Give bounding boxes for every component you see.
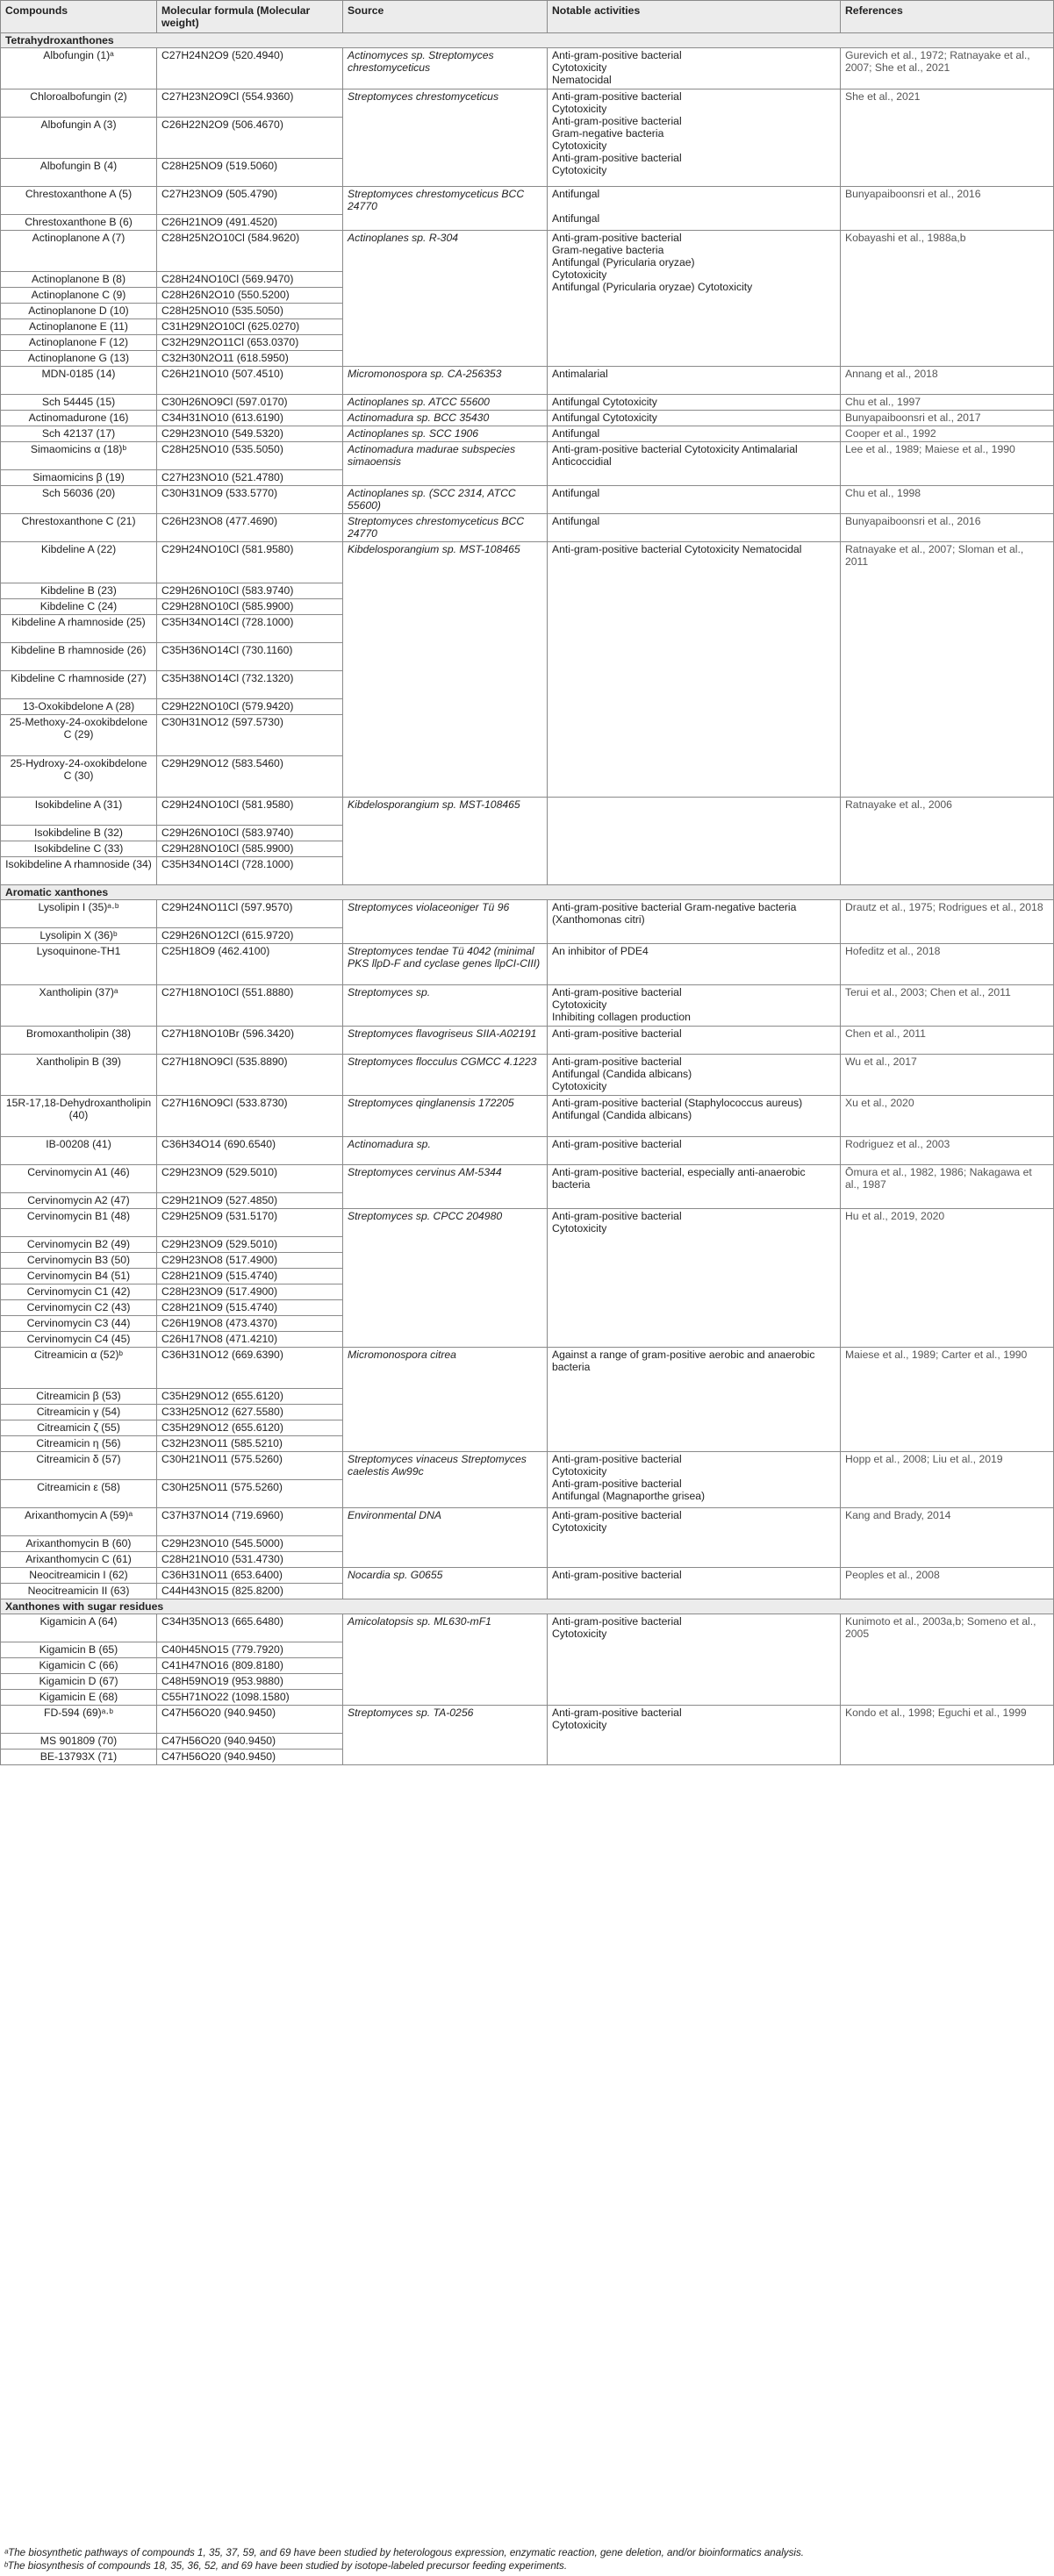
source-cell: Kibdelosporangium sp. MST-108465	[343, 798, 548, 885]
activity-cell: Antifungal	[548, 426, 841, 442]
section-row	[1, 1599, 1054, 1614]
source-cell: Actinomadura madurae subspecies simaoensis	[343, 442, 548, 486]
compound-cell: Actinoplanone D (10)	[1, 304, 157, 319]
formula-cell: C28H26N2O10 (550.5200)	[157, 288, 343, 304]
source-cell: Streptomyces sp. TA-0256	[343, 1706, 548, 1765]
compound-cell: 25-Methoxy-24-oxokibdelone C (29)	[1, 715, 157, 756]
table-row	[1, 1706, 1054, 1734]
compound-cell: Lysoquinone-TH1	[1, 944, 157, 985]
formula-cell: C30H31NO12 (597.5730)	[157, 715, 343, 756]
table-row	[1, 231, 1054, 272]
activity-cell: Anti-gram-positive bacterial Gram-negative bacteria (Xanthomonas citri)	[548, 900, 841, 944]
source-cell: Actinoplanes sp. SCC 1906	[343, 426, 548, 442]
footnotes	[0, 2547, 1053, 2573]
compound-cell: Chrestoxanthone A (5)	[1, 187, 157, 215]
formula-cell: C28H25NO9 (519.5060)	[157, 159, 343, 187]
compound-cell: Cervinomycin B2 (49)	[1, 1237, 157, 1253]
formula-cell: C26H21NO9 (491.4520)	[157, 215, 343, 231]
formula-cell: C35H34NO14Cl (728.1000)	[157, 615, 343, 643]
table-row	[1, 1027, 1054, 1055]
table-row	[1, 1508, 1054, 1536]
compound-cell: Kigamicin D (67)	[1, 1674, 157, 1690]
activity-cell: Anti-gram-positive bacterial (Staphylococcus aureus) Antifungal (Candida albicans)	[548, 1096, 841, 1137]
compound-cell: Chrestoxanthone B (6)	[1, 215, 157, 231]
table-row	[1, 900, 1054, 928]
source-cell: Environmental DNA	[343, 1508, 548, 1568]
activity-cell: Antifungal Antifungal	[548, 187, 841, 231]
reference-cell: Ratnayake et al., 2007; Sloman et al., 2011	[841, 542, 1054, 798]
formula-cell: C29H24NO10Cl (581.9580)	[157, 798, 343, 826]
table-row	[1, 426, 1054, 442]
compound-cell: 25-Hydroxy-24-oxokibdelone C (30)	[1, 756, 157, 798]
activity-cell: Against a range of gram-positive aerobic and anaerobic bacteria	[548, 1348, 841, 1452]
formula-cell: C28H21NO9 (515.4740)	[157, 1300, 343, 1316]
compound-cell: Kibdeline A (22)	[1, 542, 157, 583]
reference-cell: Kondo et al., 1998; Eguchi et al., 1999	[841, 1706, 1054, 1765]
formula-cell: C27H18NO10Br (596.3420)	[157, 1027, 343, 1055]
formula-cell: C29H21NO9 (527.4850)	[157, 1193, 343, 1209]
formula-cell: C29H23NO9 (529.5010)	[157, 1237, 343, 1253]
formula-cell: C27H23NO10 (521.4780)	[157, 470, 343, 486]
compound-cell: 15R-17,18-Dehydroxantholipin (40)	[1, 1096, 157, 1137]
reference-cell: Xu et al., 2020	[841, 1096, 1054, 1137]
compound-cell: Simaomicins α (18)ᵇ	[1, 442, 157, 470]
activity-cell: Anti-gram-positive bacterial Cytotoxicity	[548, 1508, 841, 1568]
formula-cell: C32H23NO11 (585.5210)	[157, 1436, 343, 1452]
compound-cell: Isokibdeline A rhamnoside (34)	[1, 857, 157, 885]
compound-cell: Citreamicin β (53)	[1, 1389, 157, 1405]
formula-cell: C29H23NO10 (549.5320)	[157, 426, 343, 442]
activity-cell: Anti-gram-positive bacterial Cytotoxicity Antimalarial Anticoccidial	[548, 442, 841, 486]
compound-cell: Citreamicin η (56)	[1, 1436, 157, 1452]
source-cell: Streptomyces chrestomyceticus	[343, 89, 548, 187]
table-row	[1, 1209, 1054, 1237]
compound-cell: Citreamicin γ (54)	[1, 1405, 157, 1420]
reference-cell: Terui et al., 2003; Chen et al., 2011	[841, 985, 1054, 1027]
formula-cell: C29H26NO10Cl (583.9740)	[157, 583, 343, 599]
formula-cell: C37H37NO14 (719.6960)	[157, 1508, 343, 1536]
reference-cell: Hofeditz et al., 2018	[841, 944, 1054, 985]
table-row	[1, 1568, 1054, 1584]
table-row	[1, 985, 1054, 1027]
reference-cell: Rodriguez et al., 2003	[841, 1137, 1054, 1165]
source-cell: Kibdelosporangium sp. MST-108465	[343, 542, 548, 798]
formula-cell: C29H24NO10Cl (581.9580)	[157, 542, 343, 583]
compound-cell: Cervinomycin B1 (48)	[1, 1209, 157, 1237]
formula-cell: C28H24NO10Cl (569.9470)	[157, 272, 343, 288]
compound-cell: MS 901809 (70)	[1, 1734, 157, 1750]
formula-cell: C30H31NO9 (533.5770)	[157, 486, 343, 514]
compound-cell: FD-594 (69)ᵃ·ᵇ	[1, 1706, 157, 1734]
formula-cell: C25H18O9 (462.4100)	[157, 944, 343, 985]
formula-cell: C26H23NO8 (477.4690)	[157, 514, 343, 542]
source-cell: Streptomyces sp.	[343, 985, 548, 1027]
formula-cell: C30H25NO11 (575.5260)	[157, 1480, 343, 1508]
compound-cell: BE-13793X (71)	[1, 1750, 157, 1765]
formula-cell: C35H29NO12 (655.6120)	[157, 1389, 343, 1405]
formula-cell: C32H30N2O11 (618.5950)	[157, 351, 343, 367]
compound-cell: Citreamicin ζ (55)	[1, 1420, 157, 1436]
formula-cell: C36H31NO12 (669.6390)	[157, 1348, 343, 1389]
formula-cell: C35H29NO12 (655.6120)	[157, 1420, 343, 1436]
table-row	[1, 1165, 1054, 1193]
compound-cell: Lysolipin X (36)ᵇ	[1, 928, 157, 944]
activity-cell: Antifungal	[548, 514, 841, 542]
reference-cell: Cooper et al., 1992	[841, 426, 1054, 442]
compound-cell: Xantholipin B (39)	[1, 1055, 157, 1096]
source-cell: Nocardia sp. G0655	[343, 1568, 548, 1599]
compound-cell: Kigamicin C (66)	[1, 1658, 157, 1674]
compound-cell: Kibdeline A rhamnoside (25)	[1, 615, 157, 643]
activity-cell: Anti-gram-positive bacterial Cytotoxicity Nematocidal	[548, 542, 841, 798]
reference-cell: Hu et al., 2019, 2020	[841, 1209, 1054, 1348]
activity-cell: Anti-gram-positive bacterial Cytotoxicity	[548, 1209, 841, 1348]
table-row	[1, 89, 1054, 118]
formula-cell: C29H28NO10Cl (585.9900)	[157, 841, 343, 857]
activity-cell: Anti-gram-positive bacterial Cytotoxicity	[548, 1706, 841, 1765]
compound-cell: Citreamicin δ (57)	[1, 1452, 157, 1480]
formula-cell: C33H25NO12 (627.5580)	[157, 1405, 343, 1420]
source-cell: Actinoplanes sp. (SCC 2314, ATCC 55600)	[343, 486, 548, 514]
activity-cell: Anti-gram-positive bacterial Cytotoxicity	[548, 1614, 841, 1706]
table-row	[1, 1452, 1054, 1480]
formula-cell: C34H35NO13 (665.6480)	[157, 1614, 343, 1642]
compound-cell: Cervinomycin C2 (43)	[1, 1300, 157, 1316]
formula-cell: C34H31NO10 (613.6190)	[157, 411, 343, 426]
source-cell: Actinomadura sp. BCC 35430	[343, 411, 548, 426]
formula-cell: C28H23NO9 (517.4900)	[157, 1284, 343, 1300]
formula-cell: C44H43NO15 (825.8200)	[157, 1584, 343, 1599]
reference-cell: Chu et al., 1997	[841, 395, 1054, 411]
formula-cell: C29H23NO10 (545.5000)	[157, 1536, 343, 1552]
compound-cell: Arixanthomycin C (61)	[1, 1552, 157, 1568]
header-references: References	[841, 1, 1054, 33]
formula-cell: C30H26NO9Cl (597.0170)	[157, 395, 343, 411]
formula-cell: C36H34O14 (690.6540)	[157, 1137, 343, 1165]
compound-cell: Sch 56036 (20)	[1, 486, 157, 514]
table-row	[1, 1055, 1054, 1096]
table-row	[1, 187, 1054, 215]
compound-cell: Kibdeline C (24)	[1, 599, 157, 615]
section-title: Aromatic xanthones	[1, 885, 1054, 900]
activity-cell: Anti-gram-positive bacterial Cytotoxicity Inhibiting collagen production	[548, 985, 841, 1027]
reference-cell: Chu et al., 1998	[841, 486, 1054, 514]
source-cell: Actinoplanes sp. R-304	[343, 231, 548, 367]
compound-cell: Cervinomycin C3 (44)	[1, 1316, 157, 1332]
header-row	[1, 1, 1054, 33]
formula-cell: C28H25N2O10Cl (584.9620)	[157, 231, 343, 272]
compound-cell: Chrestoxanthone C (21)	[1, 514, 157, 542]
source-cell: Streptomyces chrestomyceticus BCC 24770	[343, 514, 548, 542]
source-cell: Streptomyces qinglanensis 172205	[343, 1096, 548, 1137]
compound-cell: Cervinomycin B3 (50)	[1, 1253, 157, 1269]
source-cell: Streptomyces vinaceus Streptomyces caelestis Aw99c	[343, 1452, 548, 1508]
compound-cell: Albofungin A (3)	[1, 118, 157, 159]
activity-cell: Antimalarial	[548, 367, 841, 395]
table-row	[1, 1614, 1054, 1642]
source-cell: Streptomyces cervinus AM-5344	[343, 1165, 548, 1209]
table-body	[1, 33, 1054, 1765]
reference-cell: Maiese et al., 1989; Carter et al., 1990	[841, 1348, 1054, 1452]
table-row	[1, 486, 1054, 514]
reference-cell: Ōmura et al., 1982, 1986; Nakagawa et al., 1987	[841, 1165, 1054, 1209]
source-cell: Amicolatopsis sp. ML630-mF1	[343, 1614, 548, 1706]
compound-cell: Lysolipin I (35)ᵃ·ᵇ	[1, 900, 157, 928]
formula-cell: C40H45NO15 (779.7920)	[157, 1642, 343, 1658]
compound-cell: Actinoplanone B (8)	[1, 272, 157, 288]
formula-cell: C29H26NO10Cl (583.9740)	[157, 826, 343, 841]
activity-cell: Anti-gram-positive bacterial Antifungal (Candida albicans) Cytotoxicity	[548, 1055, 841, 1096]
compound-cell: Actinomadurone (16)	[1, 411, 157, 426]
formula-cell: C41H47NO16 (809.8180)	[157, 1658, 343, 1674]
compound-cell: Actinoplanone G (13)	[1, 351, 157, 367]
formula-cell: C30H21NO11 (575.5260)	[157, 1452, 343, 1480]
formula-cell: C35H38NO14Cl (732.1320)	[157, 671, 343, 699]
compound-cell: Cervinomycin A1 (46)	[1, 1165, 157, 1193]
activity-cell: Anti-gram-positive bacterial Gram-negative bacteria Antifungal (Pyricularia oryzae) Cytotoxicity Antifungal (Pyricularia oryzae) Cytotoxicity	[548, 231, 841, 367]
formula-cell: C27H23N2O9Cl (554.9360)	[157, 89, 343, 118]
formula-cell: C26H21NO10 (507.4510)	[157, 367, 343, 395]
compound-cell: Kigamicin A (64)	[1, 1614, 157, 1642]
table-row	[1, 367, 1054, 395]
reference-cell: Wu et al., 2017	[841, 1055, 1054, 1096]
reference-cell: Bunyapaiboonsri et al., 2016	[841, 187, 1054, 231]
header-activities: Notable activities	[548, 1, 841, 33]
activity-cell: Anti-gram-positive bacterial Cytotoxicity Anti-gram-positive bacterial Gram-negative bacteria Cytotoxicity Anti-gram-positive bacterial Cytotoxicity	[548, 89, 841, 187]
compound-cell: Cervinomycin C1 (42)	[1, 1284, 157, 1300]
table-row	[1, 542, 1054, 583]
compound-cell: Actinoplanone C (9)	[1, 288, 157, 304]
section-title: Tetrahydroxanthones	[1, 33, 1054, 48]
formula-cell: C29H28NO10Cl (585.9900)	[157, 599, 343, 615]
reference-cell: She et al., 2021	[841, 89, 1054, 187]
activity-cell: An inhibitor of PDE4	[548, 944, 841, 985]
compound-cell: Actinoplanone F (12)	[1, 335, 157, 351]
reference-cell: Ratnayake et al., 2006	[841, 798, 1054, 885]
formula-cell: C35H34NO14Cl (728.1000)	[157, 857, 343, 885]
reference-cell: Bunyapaiboonsri et al., 2017	[841, 411, 1054, 426]
source-cell: Streptomyces tendae Tü 4042 (minimal PKS llpD-F and cyclase genes llpCI-CIII)	[343, 944, 548, 985]
source-cell: Micromonospora sp. CA-256353	[343, 367, 548, 395]
table-row	[1, 1096, 1054, 1137]
activity-cell: Anti-gram-positive bacterial	[548, 1568, 841, 1599]
source-cell: Actinomyces sp. Streptomyces chrestomyceticus	[343, 48, 548, 89]
reference-cell: Kang and Brady, 2014	[841, 1508, 1054, 1568]
formula-cell: C28H21NO10 (531.4730)	[157, 1552, 343, 1568]
header-formula: Molecular formula (Molecular weight)	[157, 1, 343, 33]
compound-cell: Arixanthomycin A (59)ᵃ	[1, 1508, 157, 1536]
activity-cell: Anti-gram-positive bacterial	[548, 1027, 841, 1055]
table-row	[1, 798, 1054, 826]
reference-cell: Peoples et al., 2008	[841, 1568, 1054, 1599]
compound-cell: Citreamicin α (52)ᵇ	[1, 1348, 157, 1389]
reference-cell: Bunyapaiboonsri et al., 2016	[841, 514, 1054, 542]
compound-cell: Citreamicin ε (58)	[1, 1480, 157, 1508]
compound-cell: Actinoplanone A (7)	[1, 231, 157, 272]
formula-cell: C27H18NO10Cl (551.8880)	[157, 985, 343, 1027]
formula-cell: C47H56O20 (940.9450)	[157, 1734, 343, 1750]
formula-cell: C47H56O20 (940.9450)	[157, 1706, 343, 1734]
compound-cell: Kibdeline B (23)	[1, 583, 157, 599]
formula-cell: C27H18NO9Cl (535.8890)	[157, 1055, 343, 1096]
source-cell: Streptomyces flavogriseus SIIA-A02191	[343, 1027, 548, 1055]
formula-cell: C27H16NO9Cl (533.8730)	[157, 1096, 343, 1137]
formula-cell: C26H17NO8 (471.4210)	[157, 1332, 343, 1348]
compound-cell: Kibdeline C rhamnoside (27)	[1, 671, 157, 699]
formula-cell: C28H25NO10 (535.5050)	[157, 304, 343, 319]
compound-cell: Kigamicin E (68)	[1, 1690, 157, 1706]
header-compounds: Compounds	[1, 1, 157, 33]
section-row	[1, 33, 1054, 48]
formula-cell: C47H56O20 (940.9450)	[157, 1750, 343, 1765]
table-row	[1, 514, 1054, 542]
activity-cell: Anti-gram-positive bacterial Cytotoxicity Anti-gram-positive bacterial Antifungal (Magnaporthe grisea)	[548, 1452, 841, 1508]
section-row	[1, 885, 1054, 900]
compound-cell: Isokibdeline B (32)	[1, 826, 157, 841]
activity-cell: Anti-gram-positive bacterial	[548, 1137, 841, 1165]
compound-cell: Xantholipin (37)ᵃ	[1, 985, 157, 1027]
formula-cell: C29H23NO9 (529.5010)	[157, 1165, 343, 1193]
source-cell: Micromonospora citrea	[343, 1348, 548, 1452]
formula-cell: C27H24N2O9 (520.4940)	[157, 48, 343, 89]
source-cell: Streptomyces sp. CPCC 204980	[343, 1209, 548, 1348]
activity-cell	[548, 798, 841, 885]
formula-cell: C36H31NO11 (653.6400)	[157, 1568, 343, 1584]
table-row	[1, 395, 1054, 411]
formula-cell: C29H26NO12Cl (615.9720)	[157, 928, 343, 944]
formula-cell: C28H21NO9 (515.4740)	[157, 1269, 343, 1284]
reference-cell: Kunimoto et al., 2003a,b; Someno et al., 2005	[841, 1614, 1054, 1706]
formula-cell: C29H24NO11Cl (597.9570)	[157, 900, 343, 928]
compound-cell: Albofungin (1)ᵃ	[1, 48, 157, 89]
reference-cell: Hopp et al., 2008; Liu et al., 2019	[841, 1452, 1054, 1508]
formula-cell: C35H36NO14Cl (730.1160)	[157, 643, 343, 671]
reference-cell: Drautz et al., 1975; Rodrigues et al., 2018	[841, 900, 1054, 944]
activity-cell: Antifungal Cytotoxicity	[548, 411, 841, 426]
compound-cell: Simaomicins β (19)	[1, 470, 157, 486]
compound-cell: Chloroalbofungin (2)	[1, 89, 157, 118]
formula-cell: C29H22NO10Cl (579.9420)	[157, 699, 343, 715]
table-row	[1, 1348, 1054, 1389]
table-row	[1, 442, 1054, 470]
source-cell: Streptomyces violaceoniger Tü 96	[343, 900, 548, 944]
activity-cell: Anti-gram-positive bacterial, especially anti-anaerobic bacteria	[548, 1165, 841, 1209]
compound-cell: Cervinomycin C4 (45)	[1, 1332, 157, 1348]
formula-cell: C55H71NO22 (1098.1580)	[157, 1690, 343, 1706]
compound-cell: Neocitreamicin I (62)	[1, 1568, 157, 1584]
formula-cell: C26H19NO8 (473.4370)	[157, 1316, 343, 1332]
compound-cell: 13-Oxokibdelone A (28)	[1, 699, 157, 715]
source-cell: Actinomadura sp.	[343, 1137, 548, 1165]
table-row	[1, 1137, 1054, 1165]
activity-cell: Anti-gram-positive bacterial Cytotoxicity Nematocidal	[548, 48, 841, 89]
section-title: Xanthones with sugar residues	[1, 1599, 1054, 1614]
formula-cell: C29H29NO12 (583.5460)	[157, 756, 343, 798]
formula-cell: C28H25NO10 (535.5050)	[157, 442, 343, 470]
compound-cell: Kigamicin B (65)	[1, 1642, 157, 1658]
compound-cell: Isokibdeline A (31)	[1, 798, 157, 826]
compound-cell: Actinoplanone E (11)	[1, 319, 157, 335]
compound-cell: Cervinomycin A2 (47)	[1, 1193, 157, 1209]
reference-cell: Lee et al., 1989; Maiese et al., 1990	[841, 442, 1054, 486]
activity-cell: Antifungal	[548, 486, 841, 514]
formula-cell: C29H25NO9 (531.5170)	[157, 1209, 343, 1237]
formula-cell: C48H59NO19 (953.9880)	[157, 1674, 343, 1690]
header-source: Source	[343, 1, 548, 33]
reference-cell: Chen et al., 2011	[841, 1027, 1054, 1055]
compound-cell: Albofungin B (4)	[1, 159, 157, 187]
source-cell: Actinoplanes sp. ATCC 55600	[343, 395, 548, 411]
reference-cell: Annang et al., 2018	[841, 367, 1054, 395]
formula-cell: C26H22N2O9 (506.4670)	[157, 118, 343, 159]
table-row	[1, 48, 1054, 89]
compound-cell: Neocitreamicin II (63)	[1, 1584, 157, 1599]
source-cell: Streptomyces chrestomyceticus BCC 24770	[343, 187, 548, 231]
formula-cell: C27H23NO9 (505.4790)	[157, 187, 343, 215]
compound-cell: Isokibdeline C (33)	[1, 841, 157, 857]
table-row	[1, 944, 1054, 985]
footnote-b: ᵇThe biosynthesis of compounds 18, 35, 36, 52, and 69 have been studied by isotope-labeled precursor feeding experiments.	[4, 2559, 568, 2572]
formula-cell: C31H29N2O10Cl (625.0270)	[157, 319, 343, 335]
compound-cell: Cervinomycin B4 (51)	[1, 1269, 157, 1284]
compound-cell: Arixanthomycin B (60)	[1, 1536, 157, 1552]
compound-cell: MDN-0185 (14)	[1, 367, 157, 395]
compound-cell: Sch 54445 (15)	[1, 395, 157, 411]
reference-cell: Kobayashi et al., 1988a,b	[841, 231, 1054, 367]
compound-cell: Sch 42137 (17)	[1, 426, 157, 442]
compound-cell: IB-00208 (41)	[1, 1137, 157, 1165]
compound-cell: Kibdeline B rhamnoside (26)	[1, 643, 157, 671]
source-cell: Streptomyces flocculus CGMCC 4.1223	[343, 1055, 548, 1096]
formula-cell: C29H23NO8 (517.4900)	[157, 1253, 343, 1269]
table-row	[1, 411, 1054, 426]
reference-cell: Gurevich et al., 1972; Ratnayake et al., 2007; She et al., 2021	[841, 48, 1054, 89]
footnote-a: ᵃThe biosynthetic pathways of compounds 1, 35, 37, 59, and 69 have been studied by heterologous expression, enzymatic reaction, gene deletion, and/or bioinformatics analysis.	[4, 2547, 804, 2558]
formula-cell: C32H29N2O11Cl (653.0370)	[157, 335, 343, 351]
activity-cell: Antifungal Cytotoxicity	[548, 395, 841, 411]
compound-cell: Bromoxantholipin (38)	[1, 1027, 157, 1055]
